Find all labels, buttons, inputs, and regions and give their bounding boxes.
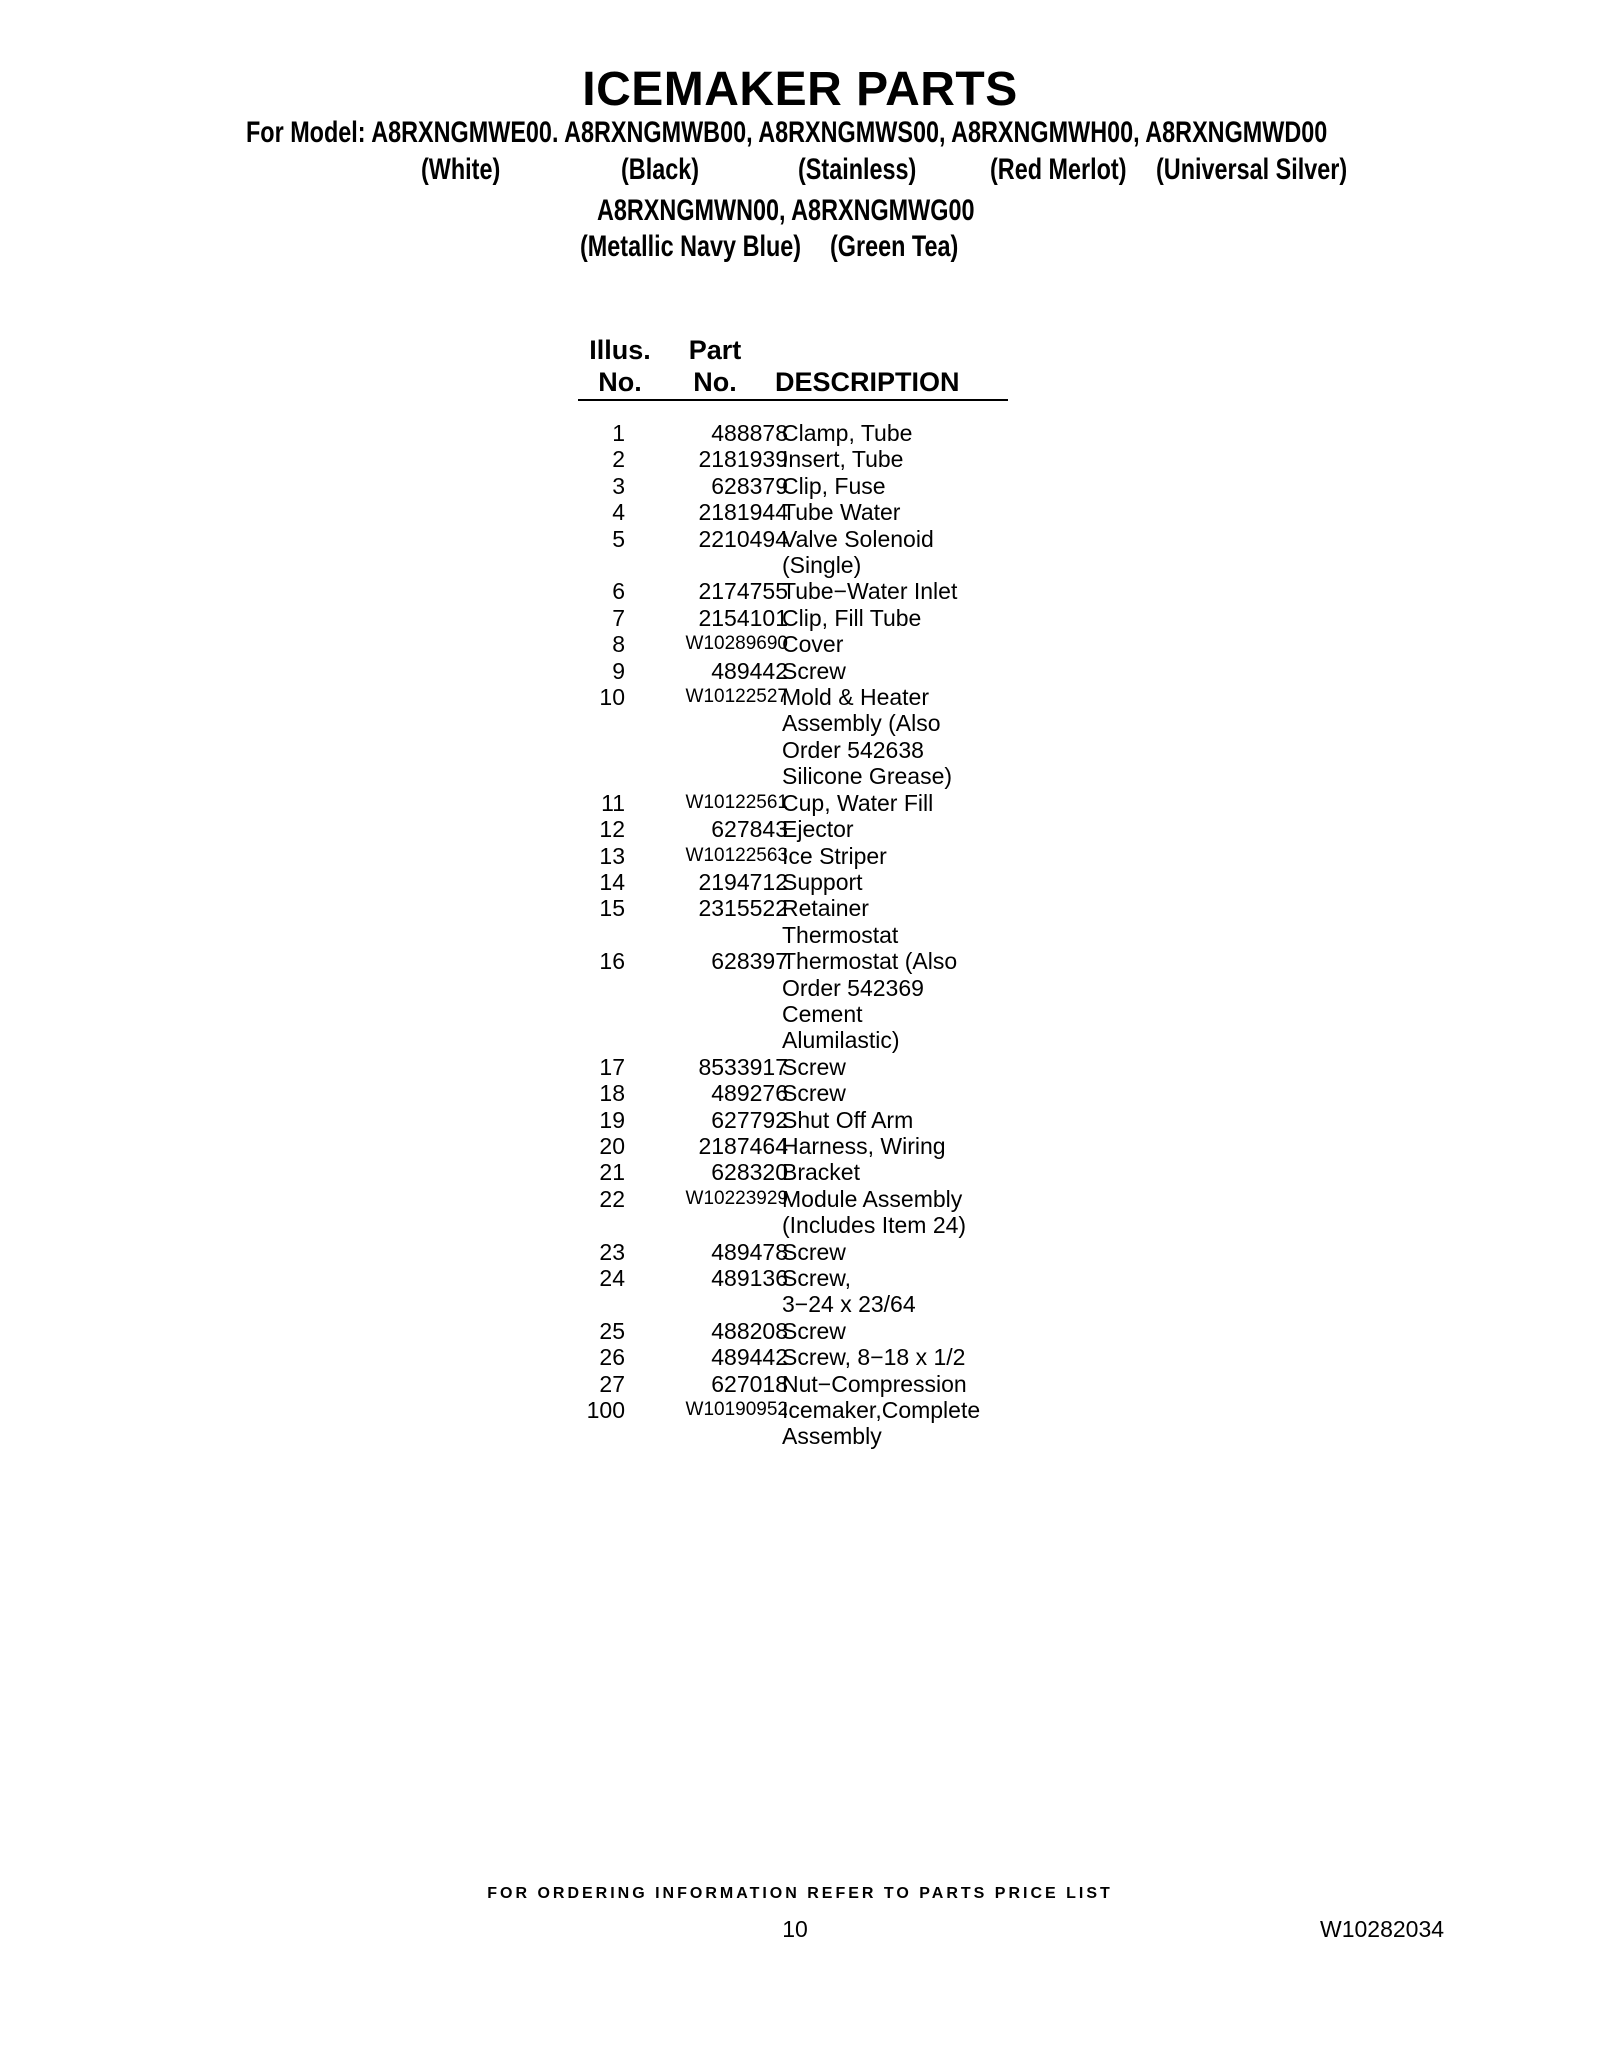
- illus-number: 7: [612, 604, 625, 631]
- table-row: [578, 605, 1018, 631]
- illus-number: 26: [599, 1344, 625, 1371]
- illus-number: 15: [599, 895, 625, 922]
- column-header-part-no: [670, 334, 760, 398]
- part-number: 627843: [711, 816, 788, 843]
- table-row: [578, 1371, 1018, 1397]
- header-illus-line-1: Illus.: [589, 335, 651, 365]
- part-number: 2181944: [698, 499, 788, 526]
- table-row: [578, 658, 1018, 684]
- header-part-line-2: No.: [693, 367, 737, 397]
- table-row: [578, 1239, 1018, 1265]
- part-number: 8533917: [698, 1053, 788, 1080]
- table-row: [578, 1054, 1018, 1080]
- illus-number: 9: [612, 657, 625, 684]
- part-number: 2154101: [698, 604, 788, 631]
- table-row: [578, 1107, 1018, 1133]
- table-row: [578, 473, 1018, 499]
- part-description: Clip, Fuse: [782, 472, 886, 499]
- illus-number: 18: [599, 1080, 625, 1107]
- part-description: Bracket: [782, 1159, 860, 1186]
- part-number: W10122527: [685, 686, 788, 708]
- part-description: Ejector: [782, 816, 854, 843]
- part-number: 488208: [711, 1317, 788, 1344]
- part-description: Screw, 3−24 x 23/64: [782, 1265, 916, 1318]
- part-number: 489442: [711, 1344, 788, 1371]
- part-number: W10190952: [685, 1399, 788, 1421]
- illus-number: 22: [599, 1185, 625, 1212]
- illus-number: 1: [612, 420, 625, 446]
- color-label-black: (Black): [621, 153, 700, 186]
- color-label-red-merlot: (Red Merlot): [990, 153, 1127, 186]
- illus-number: 4: [612, 499, 625, 526]
- table-row: [578, 420, 1018, 446]
- illus-number: 3: [612, 472, 625, 499]
- table-row: [578, 895, 1018, 948]
- color-label-universal-silver: (Universal Silver): [1156, 153, 1348, 186]
- part-number: 489442: [711, 657, 788, 684]
- part-description: Insert, Tube: [782, 446, 904, 473]
- color-label-metallic-navy-blue: (Metallic Navy Blue): [580, 230, 802, 263]
- table-row: [578, 446, 1018, 472]
- illus-number: 21: [599, 1159, 625, 1186]
- part-description: Valve Solenoid (Single): [782, 525, 934, 579]
- illus-number: 27: [599, 1370, 625, 1397]
- part-number: W10122563: [685, 844, 788, 866]
- part-description: Retainer Thermostat: [782, 895, 899, 948]
- part-description: Screw: [782, 1317, 846, 1344]
- part-description: Cup, Water Fill: [782, 789, 934, 816]
- part-number: W10289690: [685, 633, 788, 655]
- part-description: Thermostat (Also Order 542369 Cement Alumilastic): [782, 948, 958, 1054]
- part-description: Support: [782, 868, 863, 895]
- table-row: [578, 1080, 1018, 1106]
- table-row: [578, 1344, 1018, 1370]
- table-row: [578, 869, 1018, 895]
- part-number: 627018: [711, 1370, 788, 1397]
- illus-number: 25: [599, 1317, 625, 1344]
- illus-number: 11: [601, 789, 625, 816]
- table-row: [578, 816, 1018, 842]
- part-description: Clip, Fill Tube: [782, 604, 922, 631]
- illus-number: 17: [599, 1053, 625, 1080]
- part-description: Screw: [782, 657, 846, 684]
- illus-number: 8: [612, 631, 625, 658]
- column-header-illus-no: [580, 334, 660, 398]
- part-description: Screw: [782, 1053, 846, 1080]
- color-label-stainless: (Stainless): [798, 153, 917, 186]
- part-description: Harness, Wiring: [782, 1132, 946, 1159]
- illus-number: 12: [599, 816, 625, 843]
- part-description: Ice Striper: [782, 842, 887, 869]
- color-label-green-tea: (Green Tea): [830, 230, 959, 263]
- header-divider: [578, 399, 1008, 401]
- illus-number: 13: [599, 842, 625, 869]
- table-row: [578, 526, 1018, 579]
- part-number: 2210494: [698, 525, 788, 552]
- part-number: 488878: [711, 420, 788, 446]
- table-row: [578, 1265, 1018, 1318]
- part-description: Shut Off Arm: [782, 1106, 914, 1133]
- table-row: [578, 1159, 1018, 1185]
- column-header-description: DESCRIPTION: [775, 367, 960, 397]
- part-description: Cover: [782, 631, 844, 658]
- page-title: ICEMAKER PARTS: [582, 63, 1018, 116]
- part-description: Module Assembly (Includes Item 24): [782, 1185, 967, 1239]
- page-number: 10: [782, 1916, 808, 1942]
- part-description: Screw: [782, 1080, 846, 1107]
- table-row: [578, 631, 1018, 657]
- illus-number: 20: [599, 1132, 625, 1159]
- document-number: W10282034: [1320, 1916, 1445, 1942]
- part-number: 2187464: [698, 1132, 788, 1159]
- color-label-white: (White): [421, 153, 501, 186]
- model-list-line-1: For Model: A8RXNGMWE00. A8RXNGMWB00, A8RXNGMWS00, A8RXNGMWH00, A8RXNGMWD00: [246, 116, 1328, 149]
- part-number: 2194712: [698, 868, 788, 895]
- header-part-line-1: Part: [688, 335, 742, 365]
- part-number: W10122561: [685, 791, 788, 813]
- part-description: Icemaker,Complete Assembly: [782, 1397, 981, 1450]
- part-number: W10223929: [685, 1187, 788, 1209]
- part-number: 628397: [711, 948, 788, 975]
- illus-number: 19: [599, 1106, 625, 1133]
- part-description: Clamp, Tube: [782, 420, 913, 446]
- illus-number: 100: [586, 1397, 625, 1424]
- part-description: Tube Water: [782, 499, 901, 526]
- illus-number: 10: [599, 684, 625, 711]
- part-number: 2174755: [698, 578, 788, 605]
- part-description: Tube−Water Inlet: [782, 578, 958, 605]
- table-row: [578, 578, 1018, 604]
- part-number: 627792: [711, 1106, 788, 1133]
- part-number: 628320: [711, 1159, 788, 1186]
- part-number: 489478: [711, 1238, 788, 1265]
- table-row: [578, 499, 1018, 525]
- illus-number: 16: [599, 948, 625, 975]
- illus-number: 2: [612, 446, 625, 473]
- parts-list: [578, 420, 1018, 1450]
- part-number: 628379: [711, 472, 788, 499]
- header-illus-line-2: No.: [598, 367, 642, 397]
- table-row: [578, 948, 1018, 1054]
- table-row: [578, 843, 1018, 869]
- part-description: Mold & Heater Assembly (Also Order 542638 Silicone Grease): [782, 684, 953, 790]
- table-row: [578, 790, 1018, 816]
- table-row: [578, 1318, 1018, 1344]
- part-number: 2315522: [698, 895, 788, 922]
- part-number: 489136: [711, 1265, 788, 1291]
- illus-number: 14: [599, 868, 625, 895]
- table-row: [578, 1186, 1018, 1239]
- table-row: [578, 1133, 1018, 1159]
- table-row: [578, 684, 1018, 790]
- illus-number: 23: [599, 1238, 625, 1265]
- illus-number: 6: [612, 578, 625, 605]
- illus-number: 24: [599, 1265, 625, 1291]
- part-description: Screw: [782, 1238, 846, 1265]
- part-number: 2181939: [698, 446, 788, 473]
- part-description: Screw, 8−18 x 1/2: [782, 1344, 966, 1371]
- part-number: 489276: [711, 1080, 788, 1107]
- table-row: [578, 1397, 1018, 1450]
- part-description: Nut−Compression: [782, 1370, 967, 1397]
- model-list-line-2: A8RXNGMWN00, A8RXNGMWG00: [597, 194, 975, 227]
- ordering-note: FOR ORDERING INFORMATION REFER TO PARTS PRICE LIST: [487, 1885, 1113, 1902]
- illus-number: 5: [612, 525, 625, 552]
